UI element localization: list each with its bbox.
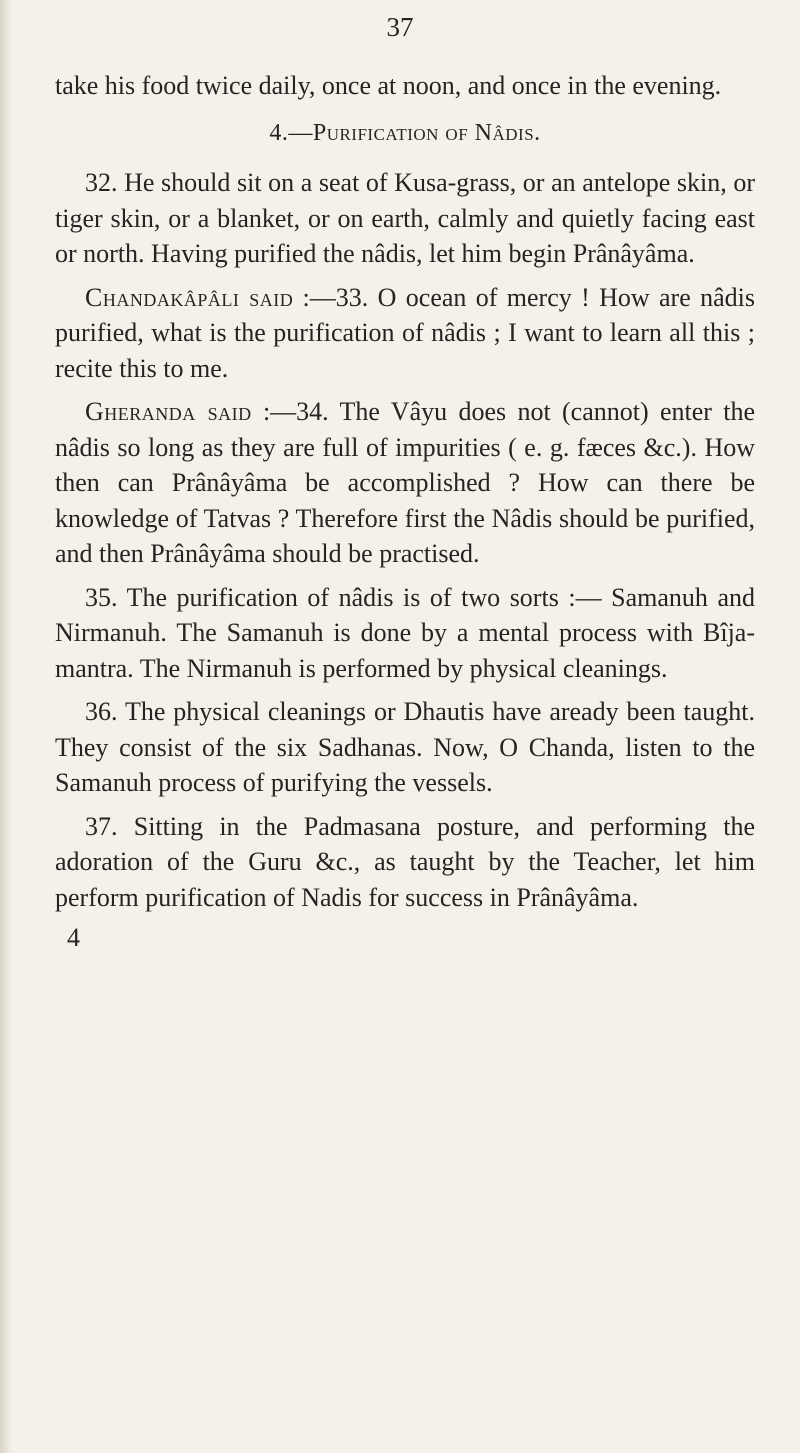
page-binding-shadow [0,0,14,1453]
paragraph-34-text: :—34. The Vâyu does not (cannot) enter the nâdis so long as they are full of impurities ( e. g. fæces &c.). How then can Prânâyâma be accomplished ? How can there be knowledge of Tatvas ? Therefore first the Nâdis should be purified, and then Prânâyâma should be practised. [55,397,755,568]
page-body [55,68,755,953]
paragraph-continuation: take his food twice daily, once at noon, and once in the evening. [55,71,722,100]
paragraph-36: 36. The physical cleanings or Dhautis have aready been taught. They consist of the six Sadhanas. Now, O Chanda, listen to the Samanuh process of purifying the vessels. [55,697,755,797]
paragraph-35: 35. The purification of nâdis is of two sorts :— Samanuh and Nirmanuh. The Samanuh is done by a mental process with Bîja-mantra. The Nirmanuh is performed by physical cleanings. [55,582,755,683]
paragraph-33 [55,280,755,387]
paragraph-37: 37. Sitting in the Padmasana posture, and performing the adoration of the Guru &c., as taught by the Teacher, let him perform purification of Nadis for success in Prânâyâma. [55,811,755,912]
speaker-gheranda: Gheranda said [85,397,252,426]
section-heading: 4.—Purification of Nâdis. [269,119,541,146]
signature-mark: 4 [67,923,80,952]
paragraph-33-text: :—33. O ocean of mercy ! How are nâdis purified, what is the purification of nâdis ; I want to learn all this ; recite this to me. [55,282,755,383]
page-number: 37 [386,12,414,42]
paragraph-32: 32. He should sit on a seat of Kusa-grass, or an antelope skin, or tiger skin, or a blanket, or on earth, calmly and quietly facing east or north. Having purified the nâdis, let him begin Prânâyâma. [55,168,755,268]
paragraph-34 [55,394,755,572]
speaker-chandakapali: Chandakâpâli said [85,282,294,312]
